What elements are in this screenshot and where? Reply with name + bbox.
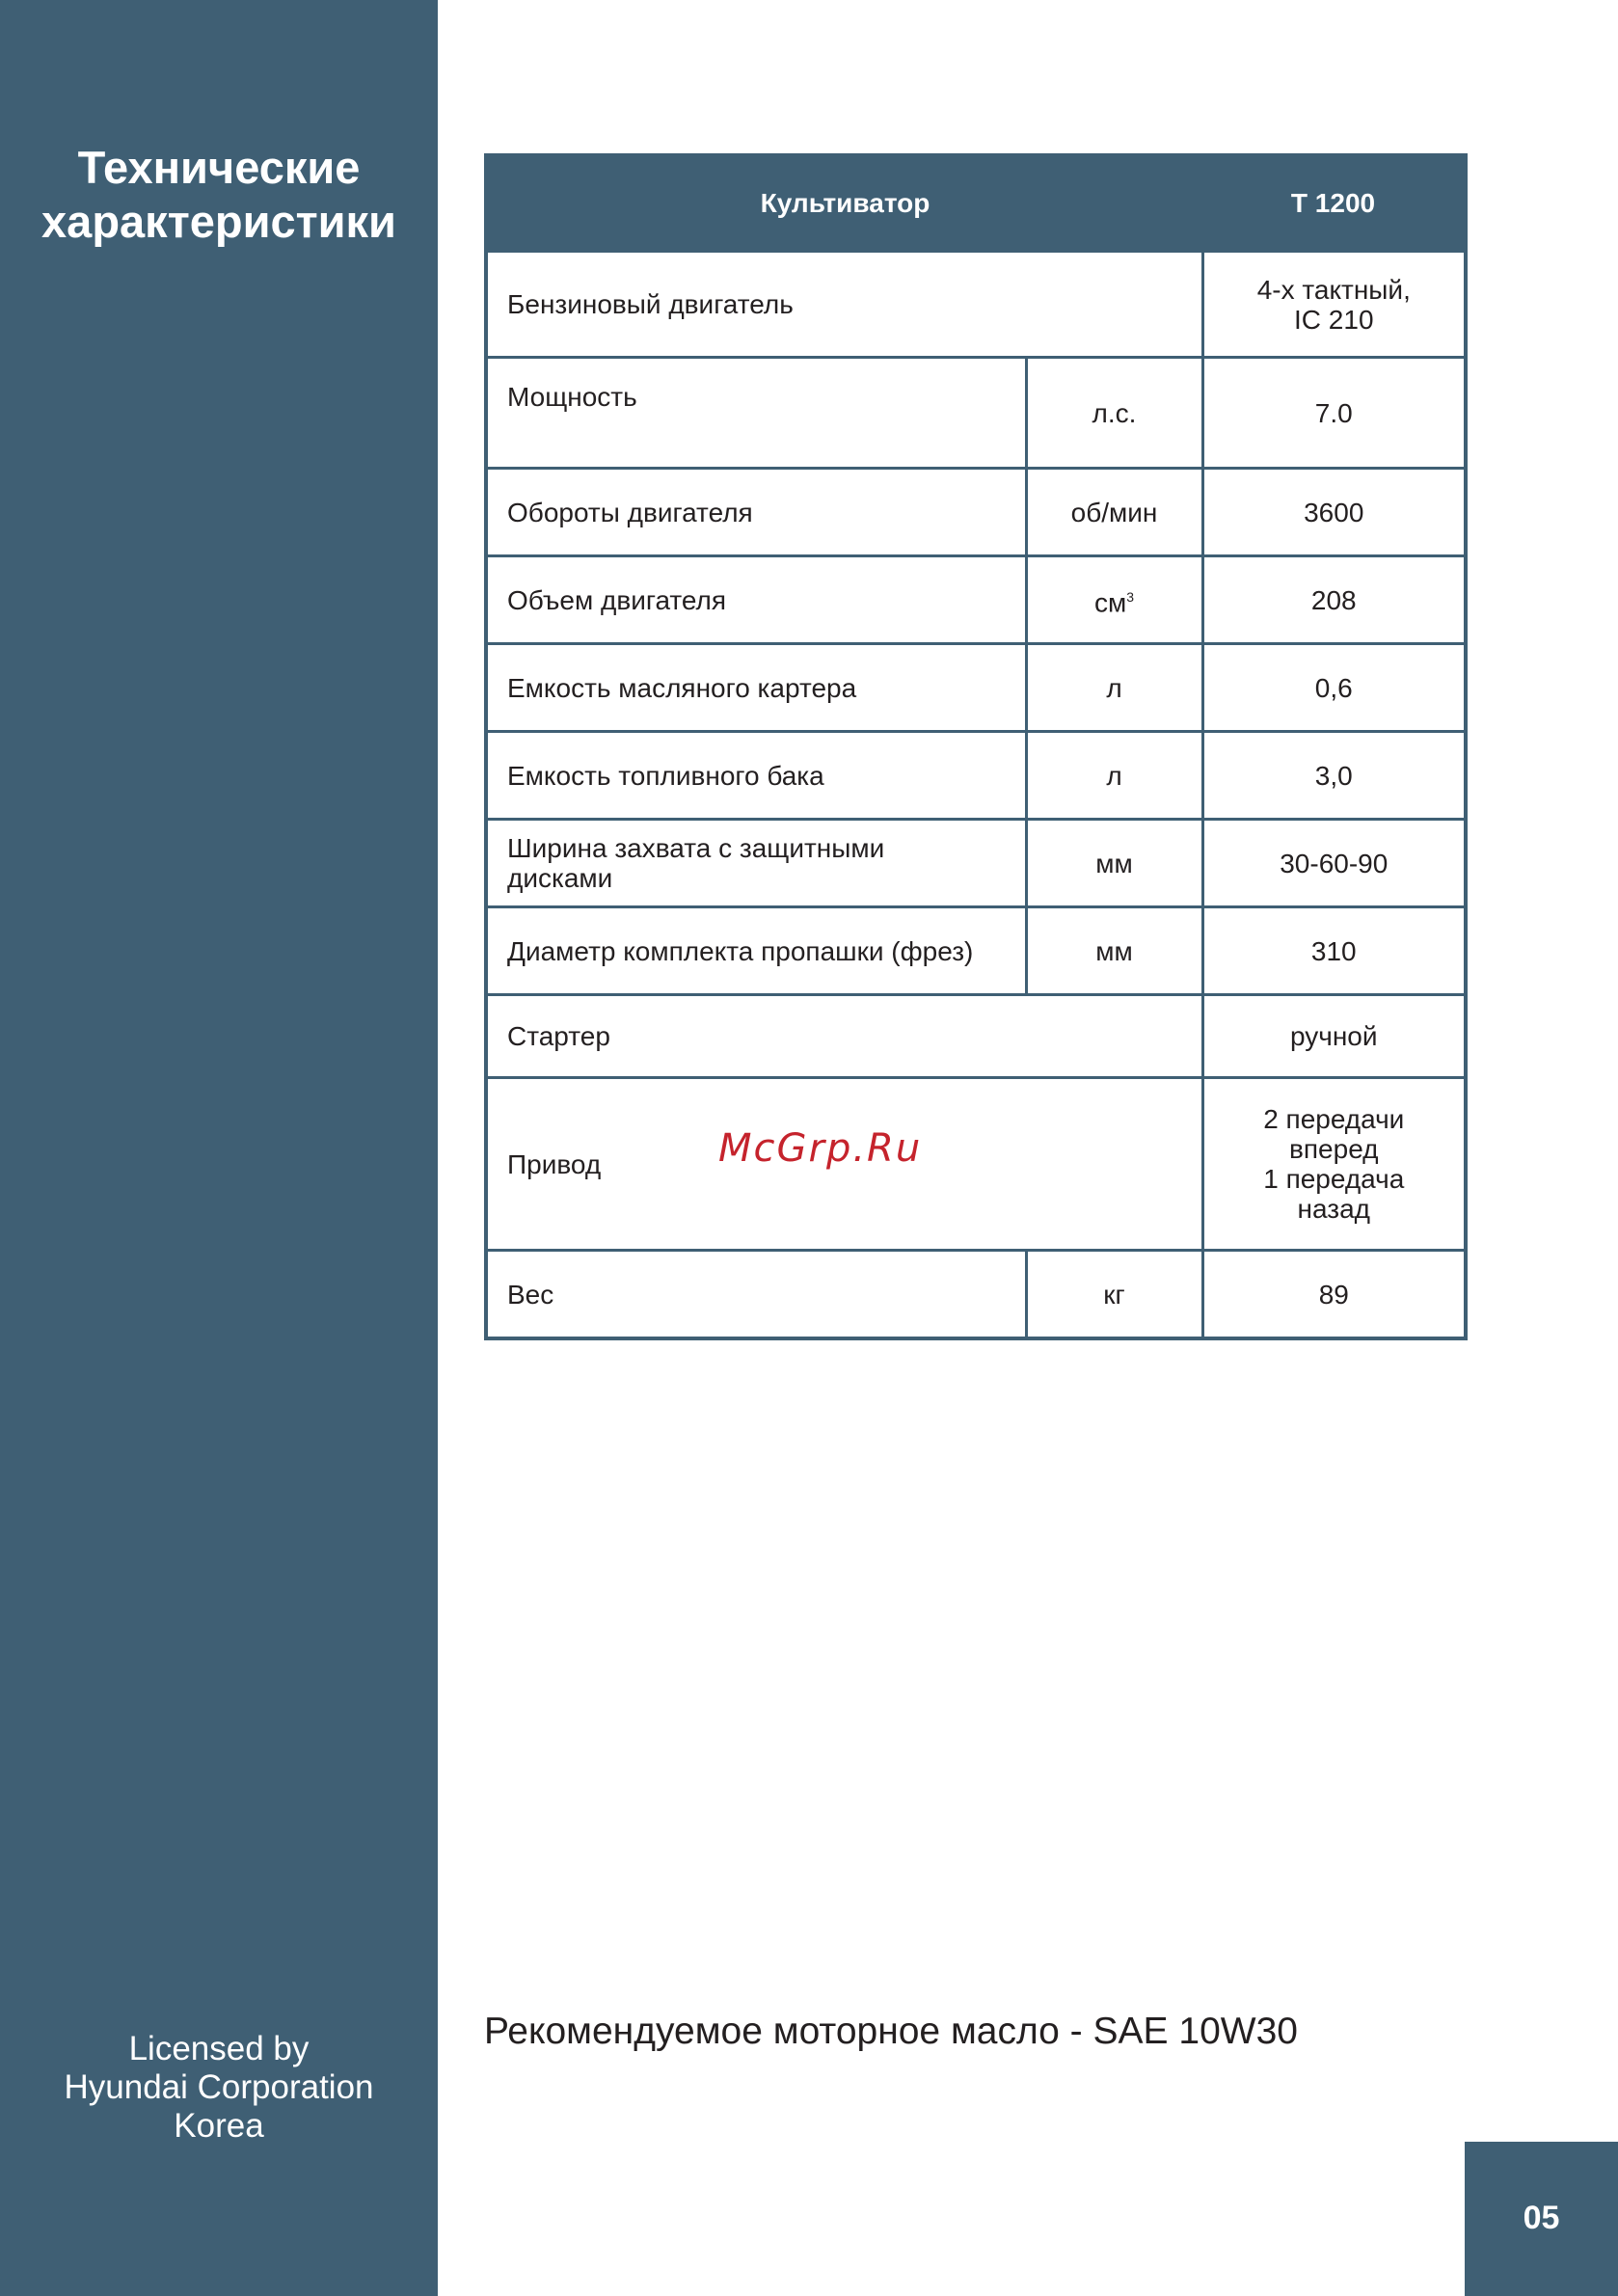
page-number-box	[1465, 2142, 1618, 2296]
table-row	[486, 995, 1466, 1078]
row-name-weight: Вес	[486, 1251, 1026, 1339]
table-header-row	[486, 155, 1466, 252]
width-name-line-1: Ширина захвата с защитными	[507, 833, 885, 863]
width-name-line-2: дисками	[507, 863, 613, 893]
table-row	[486, 1078, 1466, 1251]
row-unit-volume	[1026, 556, 1202, 644]
row-name-oil: Емкость масляного картера	[486, 644, 1026, 732]
page-title-line-2: характеристики	[41, 196, 396, 247]
volume-unit: см	[1093, 587, 1127, 618]
license-note	[0, 2030, 438, 2146]
row-value-engine	[1202, 252, 1466, 358]
spec-table	[484, 153, 1468, 1340]
volume-unit-superscript: 3	[1126, 588, 1135, 605]
oil-recommendation: Рекомендуемое моторное масло - SAE 10W30	[484, 2011, 1298, 2052]
row-unit-weight: кг	[1026, 1251, 1202, 1339]
row-name-engine: Бензиновый двигатель	[486, 252, 1202, 358]
row-unit-diameter: мм	[1026, 907, 1202, 995]
row-name-volume: Объем двигателя	[486, 556, 1026, 644]
table-row	[486, 907, 1466, 995]
table-row	[486, 469, 1466, 556]
table-row	[486, 556, 1466, 644]
drive-value-line-2: вперед	[1289, 1134, 1379, 1164]
license-line-3: Korea	[174, 2107, 264, 2145]
license-line-2: Hyundai Corporation	[64, 2068, 374, 2106]
drive-value-line-3: 1 передача	[1263, 1164, 1405, 1194]
row-value-power: 7.0	[1202, 358, 1466, 469]
row-value-oil: 0,6	[1202, 644, 1466, 732]
license-line-1: Licensed by	[128, 2030, 310, 2067]
drive-value-line-1: 2 передачи	[1263, 1104, 1405, 1134]
drive-value-line-4: назад	[1297, 1194, 1370, 1224]
row-value-starter: ручной	[1202, 995, 1466, 1078]
page-number: 05	[1523, 2200, 1560, 2236]
table-row	[486, 358, 1466, 469]
row-value-width: 30-60-90	[1202, 820, 1466, 907]
row-name-drive: Привод	[486, 1078, 1202, 1251]
row-unit-width: мм	[1026, 820, 1202, 907]
row-name-power: Мощность	[486, 358, 1026, 469]
row-unit-oil: л	[1026, 644, 1202, 732]
watermark: McGrp.Ru	[718, 1126, 923, 1171]
row-unit-power: л.с.	[1026, 358, 1202, 469]
header-product: Культиватор	[486, 155, 1202, 252]
row-name-diameter: Диаметр комплекта пропашки (фрез)	[486, 907, 1026, 995]
row-name-rpm: Обороты двигателя	[486, 469, 1026, 556]
row-unit-fuel: л	[1026, 732, 1202, 820]
engine-value-line-1: 4-х тактный,	[1256, 274, 1411, 305]
table-row	[486, 644, 1466, 732]
row-value-diameter: 310	[1202, 907, 1466, 995]
page-title-line-1: Технические	[77, 142, 361, 193]
table-row	[486, 820, 1466, 907]
sidebar	[0, 0, 438, 2296]
table-row	[486, 732, 1466, 820]
row-name-width	[486, 820, 1026, 907]
row-value-drive	[1202, 1078, 1466, 1251]
table-row	[486, 252, 1466, 358]
header-model: Т 1200	[1202, 155, 1466, 252]
engine-value-line-2: IC 210	[1294, 304, 1374, 335]
row-value-weight: 89	[1202, 1251, 1466, 1339]
page-title	[0, 141, 438, 249]
row-unit-rpm: об/мин	[1026, 469, 1202, 556]
row-name-fuel: Емкость топливного бака	[486, 732, 1026, 820]
row-value-fuel: 3,0	[1202, 732, 1466, 820]
row-name-starter: Стартер	[486, 995, 1202, 1078]
row-value-rpm: 3600	[1202, 469, 1466, 556]
row-value-volume: 208	[1202, 556, 1466, 644]
table-row	[486, 1251, 1466, 1339]
